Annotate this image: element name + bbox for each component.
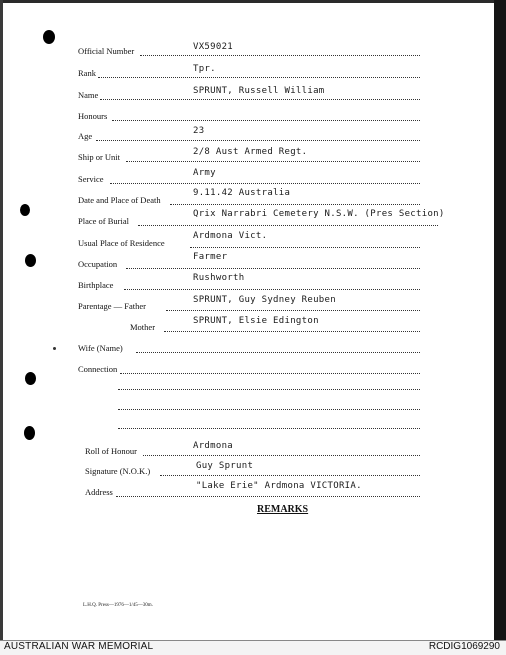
- burial-line: [138, 225, 438, 226]
- birthplace-value: Rushworth: [193, 273, 245, 283]
- printer-imprint: L.H.Q. Press—1976—1/45—30m.: [83, 603, 153, 608]
- official-number-line: [140, 55, 420, 56]
- occupation-value: Farmer: [193, 252, 228, 262]
- margin-mark: [53, 347, 56, 350]
- honours-line: [112, 120, 420, 121]
- signature-line: [160, 475, 420, 476]
- punch-hole-3: [25, 254, 36, 267]
- connection-extra-line-1: [118, 389, 420, 390]
- wife-label: Wife (Name): [78, 343, 123, 353]
- rank-line: [98, 77, 420, 78]
- death-label: Date and Place of Death: [78, 195, 161, 205]
- address-line: [116, 496, 420, 497]
- wife-line: [136, 352, 420, 353]
- signature-value: Guy Sprunt: [196, 461, 254, 471]
- ship-or-unit-label: Ship or Unit: [78, 152, 121, 162]
- birthplace-line: [124, 289, 420, 290]
- official-number-value: VX59021: [193, 42, 234, 52]
- scan-edge-left: [0, 0, 3, 640]
- burial-value: Qrix Narrabri Cemetery N.S.W. (Pres Section): [193, 209, 445, 219]
- residence-value: Ardmona Vict.: [193, 231, 268, 241]
- scan-edge-right: [494, 0, 506, 654]
- connection-line: [120, 373, 420, 374]
- name-value: SPRUNT, Russell William: [193, 86, 325, 96]
- official-number-label: Official Number: [78, 46, 135, 56]
- occupation-label: Occupation: [78, 259, 118, 269]
- father-label: Parentage — Father: [78, 301, 146, 311]
- father-line: [166, 310, 420, 311]
- service-value: Army: [193, 168, 216, 178]
- punch-hole-4: [25, 372, 36, 385]
- connection-extra-line-3: [118, 428, 420, 429]
- roll-of-honour-label: Roll of Honour: [85, 446, 137, 456]
- roll-of-honour-line: [143, 455, 420, 456]
- address-value: "Lake Erie" Ardmona VICTORIA.: [196, 481, 362, 491]
- mother-value: SPRUNT, Elsie Edington: [193, 316, 319, 326]
- death-line: [170, 204, 420, 205]
- punch-hole-5: [24, 426, 35, 440]
- punch-hole-1: [43, 30, 55, 44]
- footer-archive-name: AUSTRALIAN WAR MEMORIAL: [4, 641, 154, 652]
- occupation-line: [126, 268, 420, 269]
- mother-label: Mother: [130, 322, 156, 332]
- ship-or-unit-line: [126, 161, 420, 162]
- signature-label: Signature (N.O.K.): [85, 466, 151, 476]
- birthplace-label: Birthplace: [78, 280, 114, 290]
- rank-label: Rank: [78, 68, 96, 78]
- burial-label: Place of Burial: [78, 216, 129, 226]
- service-line: [110, 183, 420, 184]
- connection-extra-line-2: [118, 409, 420, 410]
- death-value: 9.11.42 Australia: [193, 188, 291, 198]
- rank-value: Tpr.: [193, 64, 216, 74]
- age-value: 23: [193, 126, 205, 136]
- scan-edge-top: [0, 0, 506, 3]
- father-value: SPRUNT, Guy Sydney Reuben: [193, 295, 336, 305]
- age-line: [96, 140, 420, 141]
- name-line: [100, 99, 420, 100]
- address-label: Address: [85, 487, 113, 497]
- mother-line: [164, 331, 420, 332]
- residence-line: [190, 247, 420, 248]
- ship-or-unit-value: 2/8 Aust Armed Regt.: [193, 147, 308, 157]
- connection-label: Connection: [78, 364, 118, 374]
- residence-label: Usual Place of Residence: [78, 238, 165, 248]
- punch-hole-2: [20, 204, 30, 216]
- name-label: Name: [78, 90, 99, 100]
- footer-record-id: RCDIG1069290: [428, 641, 500, 652]
- roll-of-honour-value: Ardmona: [193, 441, 234, 451]
- honours-label: Honours: [78, 111, 108, 121]
- service-label: Service: [78, 174, 104, 184]
- remarks-heading: REMARKS: [257, 504, 309, 515]
- age-label: Age: [78, 131, 93, 141]
